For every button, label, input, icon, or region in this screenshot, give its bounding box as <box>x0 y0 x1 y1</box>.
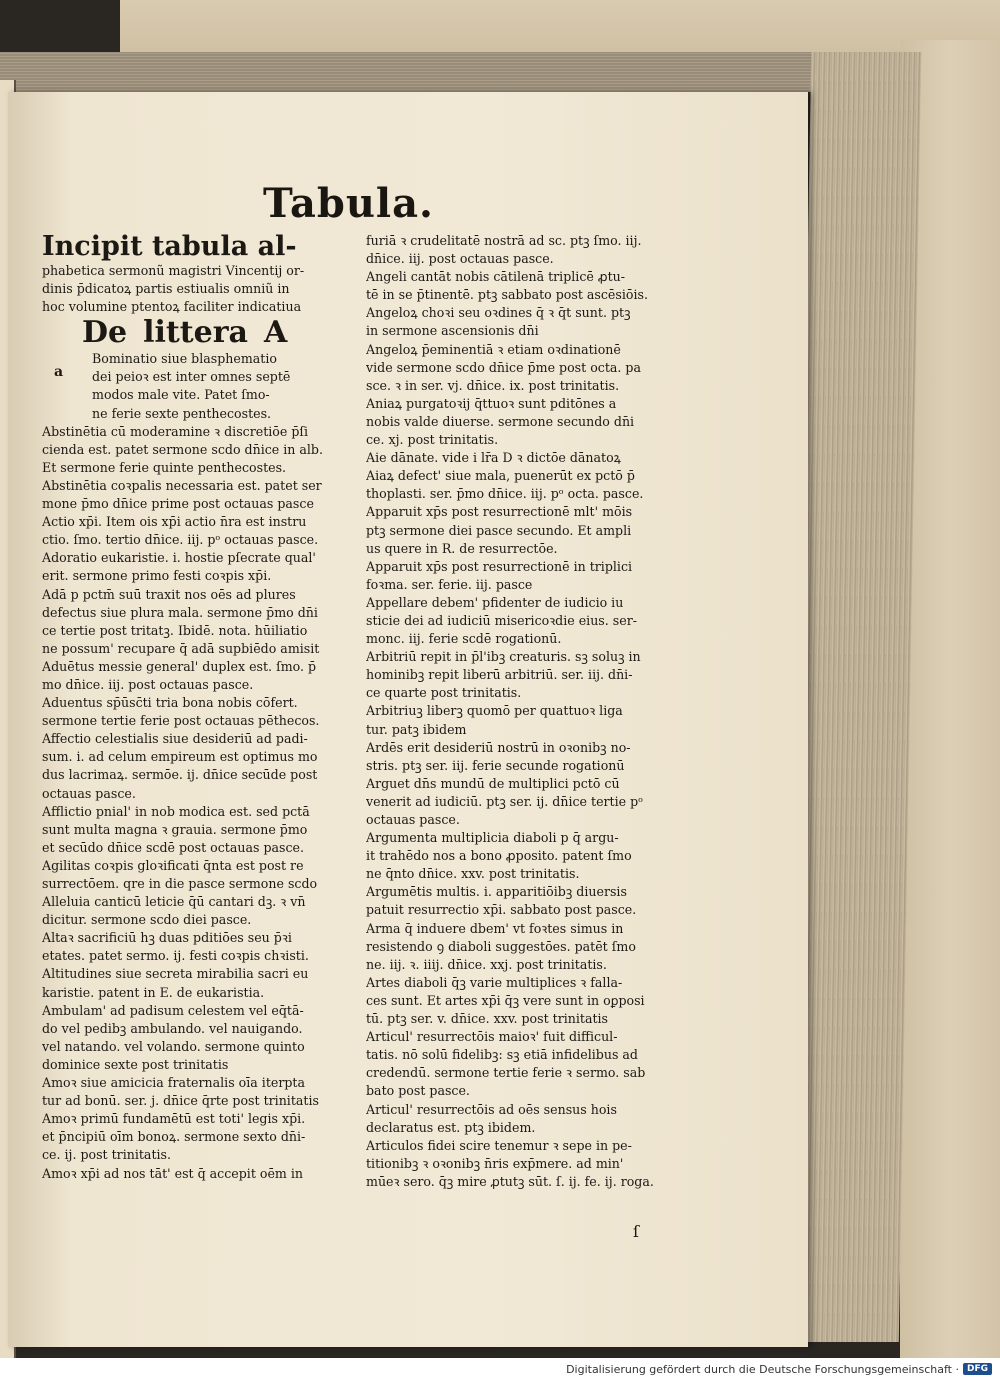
text-line: hoc volumine ptentoꝝ faciliter indicatiua <box>42 299 302 315</box>
text-line: declaratus est. ptꝫ ibidem. <box>366 1119 536 1135</box>
text-line: ne ferie sexte penthecostes. <box>92 405 272 421</box>
text-line: ne possum' recupare q̄ adā supbiēdo amisit <box>42 640 320 656</box>
text-line: karistie. patent in E. de eukaristia. <box>42 984 265 1000</box>
text-line: Adoratio eukaristie. i. hostie pſecrate qual' <box>42 550 316 566</box>
text-line: Articul' resurrectōis maioꝛ' fuit difficul- <box>366 1029 618 1045</box>
text-line: Agilitas coꝛpis gloꝛificati q̄nta est post re <box>42 857 304 873</box>
text-line: ne. iij. ꝛ. iiij. dn̄ice. xxj. post trinitatis. <box>366 956 607 972</box>
margin-letter: a <box>54 364 64 381</box>
text-line: tur. patꝫ ibidem <box>366 721 467 737</box>
text-line: Aduentus sp̄ūsc̄ti tria bona nobis cōfert. <box>42 695 298 711</box>
text-line: Articulos fidei scire tenemur ꝛ sepe in pe- <box>366 1137 632 1153</box>
text-line: sticie dei ad iudiciū misericoꝛdie eius. ser- <box>366 612 637 628</box>
text-line: et p̄ncipiū oīm bonoꝝ. sermone sexto dn̄i- <box>42 1129 306 1145</box>
text-line: tū. ptꝫ ser. v. dn̄ice. xxv. post trinitatis <box>366 1011 609 1027</box>
text-line: dicitur. sermone scdo diei pasce. <box>42 912 252 928</box>
text-line: mo dn̄ice. iij. post octauas pasce. <box>42 676 254 692</box>
text-line: bato post pasce. <box>366 1083 470 1099</box>
text-line: Aniaꝝ purgatoꝛij q̄ttuoꝛ sunt pditōnes a <box>366 395 617 411</box>
text-line: Arbitriū repit in p̄l'ibꝫ creaturis. sꝫ soluꝫ in <box>366 649 641 665</box>
text-line: Aie dānate. vide i lr̄a D ꝛ dictōe dānatoꝝ <box>366 450 621 466</box>
text-line: Altitudines siue secreta mirabilia sacri eu <box>42 966 309 982</box>
text-line: octauas pasce. <box>366 812 460 827</box>
catchword: ſ <box>633 1222 639 1241</box>
text-line: Ambulam' ad padisum celestem vel eq̄tā- <box>42 1002 304 1018</box>
text-line: Amoꝛ primū fundamētū est toti' legis xp̄i. <box>42 1111 306 1127</box>
text-line: dn̄ice. iij. post octauas pasce. <box>366 251 554 267</box>
text-line: Argumenta multiplicia diaboli p q̄ argu- <box>366 830 619 846</box>
text-line: patuit resurrectio xp̄i. sabbato post pasce. <box>366 902 637 918</box>
intro-lines <box>42 262 342 316</box>
text-line: mone p̄mo dn̄ice prime post octauas pasce <box>42 496 314 512</box>
text-line: Alleluia canticū leticie q̄ū cantari dꝫ. ꝛ vn̄ <box>42 894 306 910</box>
text-line: sermone tertie ferie post octauas pēthecos. <box>42 713 320 729</box>
text-line: titionibꝫ ꝛ oꝛonibꝫ n̄ris exp̄mere. ad min' <box>366 1155 624 1171</box>
text-line: cienda est. patet sermone scdo dn̄ice in alb. <box>42 441 323 457</box>
text-line: Affectio celestialis siue desideriū ad padi- <box>42 731 308 747</box>
running-title: Tabula. <box>263 180 434 227</box>
text-line: vel natando. vel volando. sermone quinto <box>42 1038 305 1054</box>
text-line: ce tertie post tritatꝫ. Ibidē. nota. hūiliatio <box>42 622 308 638</box>
text-line: defectus siue plura mala. sermone p̄mo dn̄i <box>42 604 318 620</box>
digitization-footer <box>0 1358 1000 1380</box>
text-line: Actio xp̄i. Item ois xp̄i actio n̄ra est instru <box>42 514 307 530</box>
text-line: ce quarte post trinitatis. <box>366 685 522 701</box>
dfg-logo: DFG <box>963 1363 992 1375</box>
incipit-heading: Incipit tabula al- <box>42 231 297 262</box>
section-head-word: De <box>82 315 128 351</box>
text-line: furiā ꝛ crudelitatē nostrā ad sc. ptꝫ ſmo. iij. <box>366 233 642 248</box>
text-line: Argumētis multis. i. apparitiōibꝫ diuersis <box>366 884 627 900</box>
text-line: Arbitriuꝫ liberꝫ quomō per quattuoꝛ liga <box>366 703 623 719</box>
text-line: dei peioꝛ est inter omnes septē <box>92 369 291 385</box>
text-line: in sermone ascensionis dn̄i <box>366 323 539 339</box>
left-entry-lines <box>42 423 342 1183</box>
text-line: foꝛma. ser. ferie. iij. pasce <box>366 576 533 592</box>
text-line: ces sunt. Et artes xp̄i q̄ꝫ vere sunt in oꝑposi <box>366 992 645 1008</box>
text-line: Ardēs erit desideriū nostrū in oꝛonibꝫ no- <box>366 739 631 755</box>
text-line: modos male vite. Patet ſmo- <box>92 387 270 403</box>
text-line: erit. sermone primo festi coꝛpis xp̄i. <box>42 568 272 584</box>
text-line: et secūdo dn̄ice scdē post octauas pasce. <box>42 839 304 855</box>
text-line: Altaꝛ sacrificiū hꝫ duas pditiōes seu p̄ꝛi <box>42 930 292 946</box>
text-line: dominice sexte post trinitatis <box>42 1056 229 1072</box>
text-line: Apparuit xp̄s post resurrectionē mlt' mōis <box>366 504 633 520</box>
text-line: Abstinētia coꝛpalis necessaria est. patet ser <box>42 477 322 493</box>
text-line: sunt multa magna ꝛ grauia. sermone p̄mo <box>42 821 308 837</box>
footer-credit: Digitalisierung gefördert durch die Deutsche Forschungsgemeinschaft · <box>566 1362 959 1376</box>
text-line: ce. xj. post trinitatis. <box>366 432 499 448</box>
text-line: tē in se p̄tinentē. ptꝫ sabbato post ascēsiōis. <box>366 287 648 303</box>
text-line: Adā p pctm̄ suū traxit nos oēs ad plures <box>42 586 296 602</box>
text-line: do vel pedibꝫ ambulando. vel nauigando. <box>42 1020 303 1036</box>
text-line: credendū. sermone tertie ferie ꝛ sermo. sab <box>366 1065 646 1081</box>
text-line: dus lacrimaꝝ. sermōe. ij. dn̄ice secūde post <box>42 767 318 783</box>
text-line: dinis p̄dicatoꝝ partis estiualis omniũ in <box>42 281 290 297</box>
indented-entry-lines <box>42 350 342 422</box>
text-line: Bominatio siue blasphematio <box>92 351 277 367</box>
first-entry <box>42 350 342 422</box>
text-line: Arma q̄ induere dbem' vt foꝛtes simus in <box>366 920 624 936</box>
text-line: thoplasti. ser. p̄mo dn̄ice. iij. pᵒ octa. pasce. <box>366 486 644 502</box>
text-line: etates. patet sermo. ij. festi coꝛpis chꝛisti. <box>42 948 309 964</box>
text-line: Amoꝛ xp̄i ad nos tāt' est q̄ accepit oēm in <box>42 1165 303 1181</box>
text-line: sum. i. ad celum empireum est optimus mo <box>42 749 318 765</box>
text-line: Amoꝛ siue amicicia fraternalis oīa iterpta <box>42 1075 305 1091</box>
text-line: us quere in R. de resurrectōe. <box>366 540 558 556</box>
text-line: it trahēdo nos a bono ꝓposito. patent ſmo <box>366 848 632 864</box>
text-line: tur ad bonū. ser. j. dn̄ice q̄rte post trinitatis <box>42 1093 319 1109</box>
printed-page <box>8 92 808 1347</box>
left-column <box>42 232 342 1183</box>
text-line: Articul' resurrectōis ad oēs sensus hois <box>366 1101 617 1117</box>
text-line: ptꝫ sermone diei pasce secundo. Et ampli <box>366 522 632 538</box>
text-line: mūeꝛ sero. q̄ꝫ mire ꝓtutꝫ sūt. ſ. ij. fe. ij. roga. <box>366 1173 654 1189</box>
text-line: Abstinētia cū moderamine ꝛ discretiōe p̄ſi <box>42 423 309 439</box>
text-line: Angeli cantāt nobis cātilenā triplicē ꝓtu- <box>366 269 626 285</box>
text-line: Arguet dn̄s mundū de multiplici pctō cū <box>366 775 620 791</box>
text-line: tatis. nō solū fidelibꝫ: sꝫ etiā infidelibus ad <box>366 1047 638 1063</box>
text-line: Aduētus messie general' duplex est. ſmo. p̄ <box>42 658 317 674</box>
page-block-fore-edge <box>789 52 922 1342</box>
right-column <box>366 232 688 1191</box>
text-line: Apparuit xp̄s post resurrectionē in triplici <box>366 558 633 574</box>
text-line: resistendo ꝯ diaboli suggestōes. patēt ſmo <box>366 938 636 954</box>
text-line: Aiaꝝ defect' siue mala, puenerūt ex pctō p̄ <box>366 468 635 484</box>
text-line: Et sermone ferie quinte penthecostes. <box>42 459 287 475</box>
text-line: ctio. ſmo. tertio dn̄ice. iij. pᵒ octauas pasce. <box>42 532 319 548</box>
text-line: venerit ad iudiciū. ptꝫ ser. ij. dn̄ice tertie pᵒ <box>366 793 644 809</box>
text-line: octauas pasce. <box>42 785 136 801</box>
text-line: phabetica sermonũ magistri Vincentij or- <box>42 263 305 278</box>
text-line: sce. ꝛ in ser. vj. dn̄ice. ix. post trinitatis. <box>366 377 620 393</box>
section-head-letter: A <box>263 315 288 351</box>
text-line: vide sermone scdo dn̄ice p̄me post octa. pa <box>366 359 641 375</box>
right-entry-lines <box>366 232 688 1191</box>
text-line: surrectōem. qre in die pasce sermone scdo <box>42 876 318 891</box>
text-line: ne q̄nto dn̄ice. xxv. post trinitatis. <box>366 866 580 882</box>
text-line: Angeloꝝ choꝛi seu oꝛdines q̄ ꝛ q̄t sunt. ptꝫ <box>366 305 631 321</box>
text-line: Artes diaboli q̄ꝫ varie multiplices ꝛ falla- <box>366 974 623 990</box>
text-line: Angeloꝝ p̄eminentiā ꝛ etiam oꝛdinationē <box>366 341 621 357</box>
section-heading-letter-a <box>82 316 342 350</box>
text-line: hominibꝫ repit liberū arbitriū. ser. iij. dn̄i- <box>366 667 633 683</box>
text-line: Afflictio pnial' in nob modica est. sed pctā <box>42 803 310 819</box>
section-head-word: littera <box>143 315 248 351</box>
text-line: stris. ptꝫ ser. iij. ferie secunde rogationū <box>366 757 625 773</box>
text-line: monc. iij. ferie scdē rogationū. <box>366 631 562 647</box>
page-block-top-edge <box>0 52 905 92</box>
text-line: ce. ij. post trinitatis. <box>42 1147 171 1163</box>
text-line: nobis valde diuerse. sermone secundo dn̄i <box>366 413 635 429</box>
text-line: Appellare debem' pfidenter de iudicio iu <box>366 594 624 610</box>
